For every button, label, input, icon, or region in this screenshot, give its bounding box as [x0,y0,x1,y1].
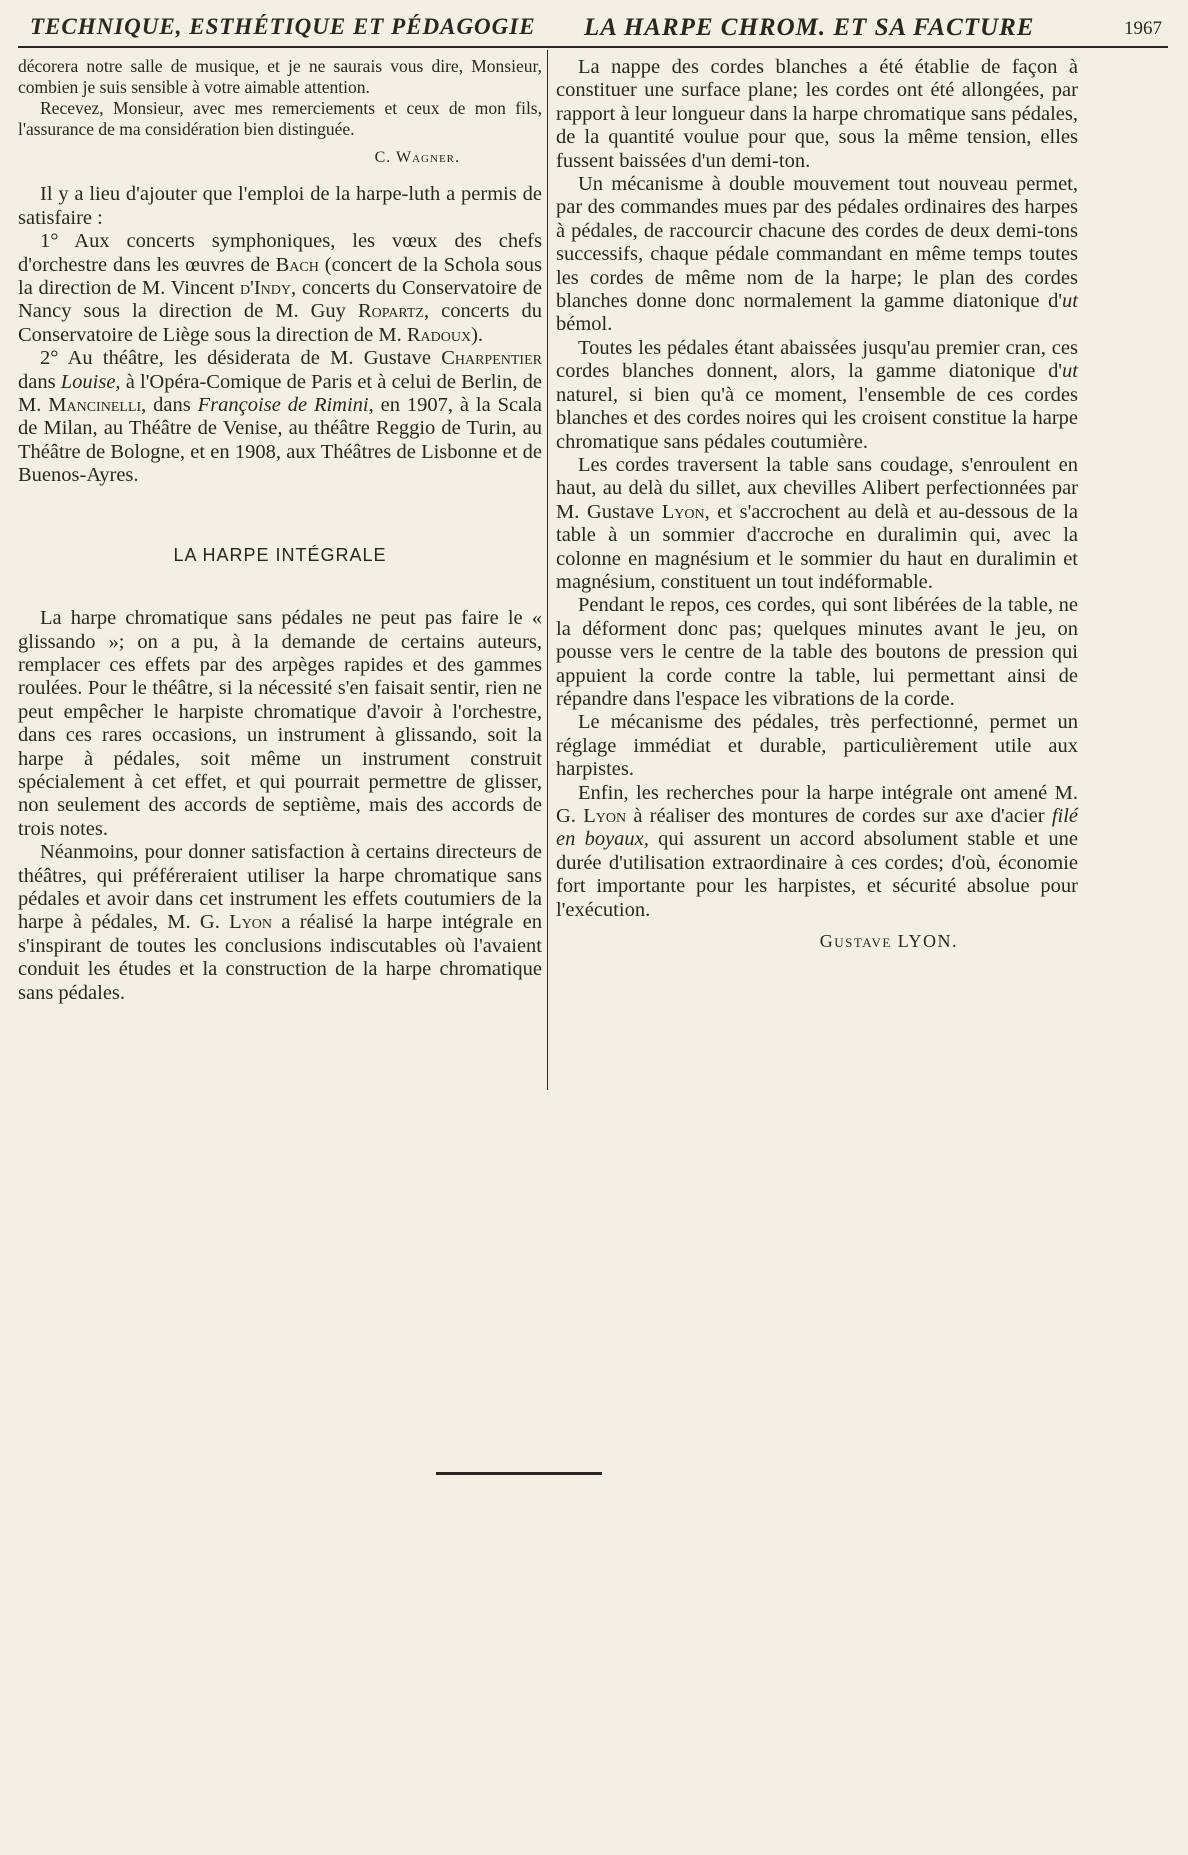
letter-paragraph: Recevez, Monsieur, avec mes remerciements et ceux de mon fils, l'assurance de ma considération bien distinguée. [18,98,542,139]
text-run: bémol. [556,313,613,336]
author-first-name: Gustave [819,931,892,952]
body-paragraph: La harpe chromatique sans pédales ne peut pas faire le « glissando »; on a pu, à la demande de certains auteurs, remplacer ces effets par des arpèges rapides et des gammes roulées. Pour le théâtre, si la nécessité s'en faisait sentir, rien ne peut empêcher le harpiste chromatique d'avoir à l'orchestre, dans ces rares occasions, un instrument à glissando, soit la harpe à pédales, soit même un instrument construit spécialement à cet effet, et qui pourrait permettre de glisser, non seulement des accords de septième, mais des accords de trois notes. [18,607,542,840]
text-run: Enfin, les recherches pour la harpe intégrale ont amené M. G. [556,781,1078,827]
end-rule [436,1472,602,1475]
italic-term: filé en boyaux, [556,805,1079,851]
text-run: en 1907, à la Scala de Milan, au Théâtre de Venise, au théâtre Reggio de Turin, au Théâtre de Bologne, et en 1908, aux Théâtres de Lisbonne et de Buenos-Ayres. [18,394,543,487]
text-run: , concerts du Conservatoire de Nancy sous la direction de M. Guy [18,277,542,323]
letter-paragraph: décorera notre salle de musique, et je ne saurais vous dire, Monsieur, combien je suis sensible à votre aimable attention. [18,56,542,97]
author-signature [556,930,1078,953]
text-run: 1° Aux concerts symphoniques, les vœux des chefs d'orchestre dans les œuvres de [18,230,542,276]
text-run: à réaliser des montures de cordes sur axe d'acier [626,805,1052,827]
spacer [18,169,542,183]
body-paragraph [18,347,542,487]
text-run: 2° Au théâtre, les désiderata de M. Gustave [40,347,442,370]
left-column [18,56,542,1005]
page-header [18,12,1168,48]
text-run: , concerts du Conservatoire de Liège sous la direction de M. [18,300,543,346]
body-paragraph [556,173,1078,337]
italic-term: ut [1062,290,1078,313]
right-column [556,56,1078,953]
text-run: , et s'accrochent au delà et au-dessous de la table à un sommier d'accroche en duralimin qui, avec la colonne en magnésium et le sommier du haut en duralimin et magnésium, constituent un tout indéformable. [556,500,1078,593]
body-paragraph: Il y a lieu d'ajouter que l'emploi de la harpe-luth a permis de satisfaire : [18,183,542,229]
page-number: 1967 [1124,18,1162,39]
body-paragraph [556,782,1078,922]
running-head-left: TECHNIQUE, ESTHÉTIQUE ET PÉDAGOGIE [30,14,536,39]
body-paragraph [18,841,542,1005]
text-run: a réalisé la harpe intégrale en s'inspirant de toutes les conclusions indiscutables où l'avaient conduit les études et la construction de la harpe chromatique sans pédales. [18,911,542,1004]
name-small-caps: Charpentier [441,347,542,370]
text-run: Toutes les pédales étant abaissées jusqu'au premier cran, ces cordes blanches donnent, alors, la gamme diatonique d' [556,336,1078,383]
name-small-caps: Mancinelli [48,394,142,417]
body-paragraph [556,337,1078,454]
text-run: Un mécanisme à double mouvement tout nouveau permet, par des commandes mues par des pédales ordinaires des harpes à pédales, de raccourcir chacune des cordes de deux demi-tons successifs, chaque pédale commandant en même temps toutes les cordes de même nom de la harpe; le plan des cordes blanches donne donc normalement la gamme diatonique d' [556,173,1078,313]
text-run: Néanmoins, pour donner satisfaction à certains directeurs de théâtres, qui préféreraient utiliser la harpe chromatique sans pédales et avoir dans cet instrument les effets coutumiers de la harpe à pédales, M. G. [18,841,542,934]
running-head-right: LA HARPE CHROM. ET SA FACTURE [584,14,1035,41]
column-divider [547,50,548,1090]
italic-title: Louise, [60,370,121,393]
text-run: ). [471,323,484,346]
text-run: dans [18,370,61,393]
body-paragraph: La nappe des cordes blanches a été établie de façon à constituer une surface plane; les cordes ont été allongées, par rapport à leur longueur dans la harpe chromatique sans pédales, de la quantité voulue pour que, sous la même tension, elles fussent baissées d'un demi-ton. [556,56,1078,172]
text-run: (concert de la Schola sous la direction de M. Vincent [18,253,542,300]
letter-signature: C. Wagner. [374,149,460,166]
body-paragraph [18,230,542,347]
name-small-caps: Lyon [583,805,627,827]
name-small-caps: Lyon [661,500,705,523]
text-run: , dans [141,394,198,417]
name-small-caps: Ropartz [357,300,424,323]
italic-title: Françoise de Rimini, [197,394,374,417]
text-run: qui assurent un accord absolument stable et une durée d'utilisation extraordinaire à ces cordes; d'où, économie fort importante pour les harpistes, et sécurité absolue pour l'exécution. [556,828,1078,921]
body-paragraph [556,454,1078,594]
name-small-caps: Lyon [229,911,273,934]
text-run: à l'Opéra-Comique de Paris et à celui de Berlin, de M. [18,370,542,417]
text-run: Les cordes traversent la table sans coudage, s'enroulent en haut, au delà du sillet, aux chevilles Alibert perfectionnées par M. Gustave [556,453,1078,523]
text-run: naturel, si bien qu'à ce moment, l'ensemble de ces cordes blanches et des cordes noires qui les croisent constitue la harpe chromatique sans pédales coutumière. [556,383,1078,453]
name-small-caps: Radoux [406,323,472,346]
name-small-caps: Bach [275,253,319,276]
section-heading: LA HARPE INTÉGRALE [173,544,387,565]
author-last-name: LYON. [891,931,958,952]
body-paragraph: Pendant le repos, ces cordes, qui sont libérées de la table, ne la déforment donc pas; quelques minutes avant le jeu, on pousse vers le centre de la table des boutons de pression qui appuient la corde contre la table, lui permettant ainsi de répandre dans l'espace les vibrations de la corde. [556,594,1078,710]
body-paragraph: Le mécanisme des pédales, très perfectionné, permet un réglage immédiat et durable, particulièrement utile aux harpistes. [556,711,1078,781]
name-small-caps: d'Indy [240,277,292,300]
italic-term: ut [1062,360,1078,383]
